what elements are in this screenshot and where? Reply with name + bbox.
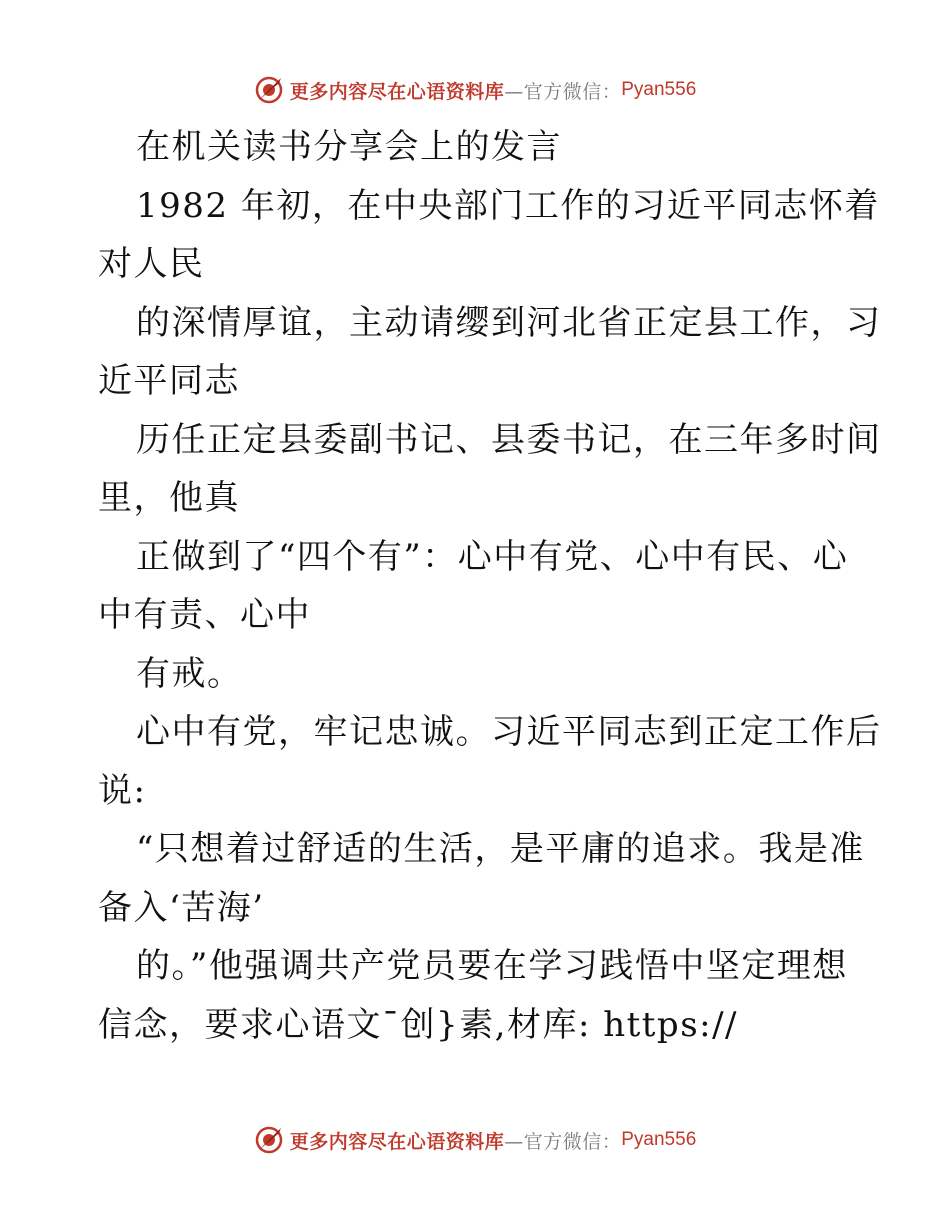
text-line: 近平同志: [98, 361, 240, 401]
text-line: 的深情厚谊，主动请缨到河北省正定县工作，习: [136, 302, 882, 343]
banner-wechat-label: —官方微信：: [504, 80, 622, 103]
text-line: 中有责、心中: [98, 595, 311, 635]
text-line: 信念，要求心语文¯创}素,材库: https://: [98, 1004, 739, 1045]
text-line: 有戒。: [136, 653, 243, 694]
header-banner: [0, 70, 950, 110]
text-line: 备入‘苦海’: [98, 887, 265, 928]
banner-site-name: 更多内容尽在心语资料库: [289, 80, 505, 103]
text-line: 对人民: [98, 244, 205, 284]
text-line: 里，他真: [98, 478, 240, 518]
banner-wechat-label: —官方微信：: [504, 1130, 622, 1153]
banner-wechat-id: Pyan556: [621, 79, 697, 100]
text-line: 说:: [98, 770, 147, 811]
quill-logo-icon: [254, 75, 284, 105]
text-line: 1982 年初，在中央部门工作的习近平同志怀着: [136, 185, 880, 226]
banner-wechat-id: Pyan556: [621, 1129, 697, 1150]
text-line: 正做到了“四个有”：心中有党、心中有民、心: [136, 536, 849, 577]
text-line: 的。”他强调共产党员要在学习践悟中坚定理想: [136, 946, 848, 986]
document-body: [98, 118, 882, 1054]
text-line: 历任正定县委副书记、县委书记，在三年多时间: [136, 419, 882, 460]
quill-logo-icon: [254, 1125, 284, 1155]
document-title: 在机关读书分享会上的发言: [136, 127, 562, 167]
text-line: 心中有党，牢记忠诚。习近平同志到正定工作后: [136, 712, 882, 752]
banner-site-name: 更多内容尽在心语资料库: [289, 1130, 505, 1153]
footer-banner: [0, 1120, 950, 1160]
text-line: “只想着过舒适的生活，是平庸的追求。我是准: [136, 829, 865, 869]
